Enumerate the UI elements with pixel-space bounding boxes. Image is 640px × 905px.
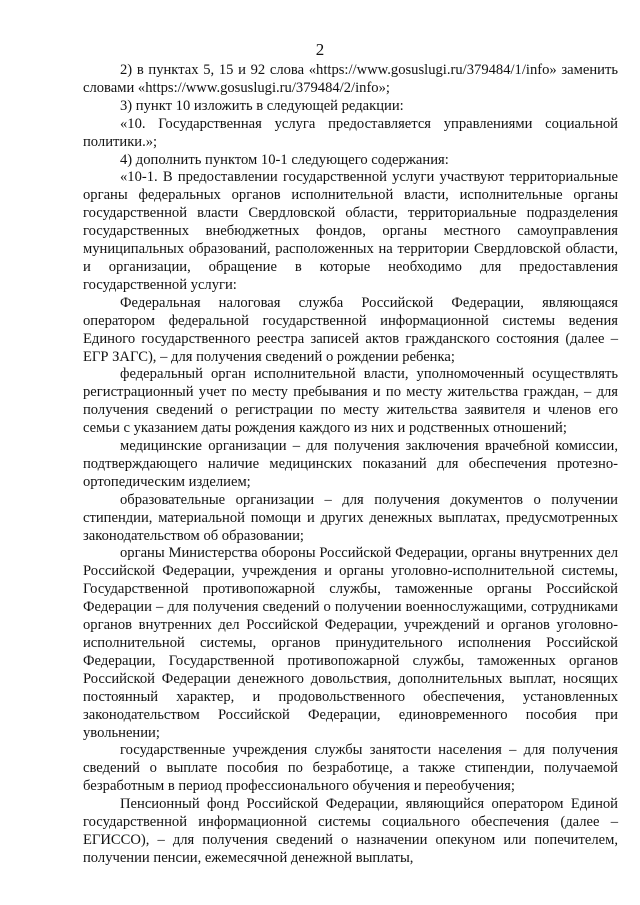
paragraph-pension-fund: Пенсионный фонд Российской Федерации, являющийся оператором Единой государственной информационной системы социального обеспечения (далее – ЕГИССО), – для получения сведений о назначении опекуном или попечителем, получении пенсии, ежемесячной денежной выплаты, (83, 796, 618, 866)
paragraph-medical-organizations: медицинские организации – для получения заключения врачебной комиссии, подтверждающего наличие медицинских показаний для обеспечения протезно-ортопедическим изделием; (83, 438, 618, 490)
page-number: 2 (315, 40, 325, 59)
paragraph-educational-organizations: образовательные организации – для получения документов о получении стипендии, материальной помощи и других денежных выплатах, предусмотренных законодательством об образовании; (83, 491, 618, 544)
paragraph-employment-service: государственные учреждения службы занятости населения – для получения сведений о выплате пособия по безработице, а также стипендии, получаемой безработным в период профессионального обучения и переобучения; (83, 742, 618, 795)
paragraph-item-2: 2) в пунктах 5, 15 и 92 слова «https://www.gosuslugi.ru/379484/1/info» заменить словами «https://www.gosuslugi.ru/379484/2/info»; (83, 62, 618, 96)
paragraph-item-3: 3) пункт 10 изложить в следующей редакции: (120, 97, 404, 114)
paragraph-new-item-10-1: «10-1. В предоставлении государственной услуги участвуют территориальные органы федеральных органов исполнительной власти, исполнительные органы государственной власти Свердловской области, территориальные подразделения государственных внебюджетных фондов, органы местного самоуправления муниципальных образований, расположенных на территории Свердловской области, и организации, обращение в которые необходимо для предоставления государственной услуги: (83, 169, 618, 293)
paragraph-item-4: 4) дополнить пунктом 10-1 следующего содержания: (120, 151, 449, 168)
paragraph-defense-and-security-bodies: органы Министерства обороны Российской Федерации, органы внутренних дел Российской Федерации, учреждения и органы уголовно-исполнительной системы, Государственной противопожарной службы, таможенные органы Российской Федерации – для получения сведений о получении военнослужащими, сотрудниками органов внутренних дел Российской Федерации, учреждений и органов уголовно-исполнительной системы, органов принудительного исполнения Российской Федерации, Государственной противопожарной службы, таможенных органов Российской Федерации денежного довольствия, дополнительных выплат, носящих постоянный характер, и продовольственного обеспечения, установленных законодательством Российской Федерации, единовременного пособия при увольнении; (83, 545, 618, 741)
paragraph-registration-authority: федеральный орган исполнительной власти, уполномоченный осуществлять регистрационный учет по месту пребывания и по месту жительства граждан, – для получения сведений о регистрации по месту жительства заявителя и членов его семьи с указанием даты рождения каждого из них и родственных отношений; (83, 366, 618, 437)
paragraph-tax-service: Федеральная налоговая служба Российской Федерации, являющаяся оператором федеральной государственной информационной системы ведения Единого государственного реестра записей актов гражданского состояния (далее – ЕГР ЗАГС), – для получения сведений о рождении ребенка; (83, 294, 618, 365)
paragraph-new-item-10: «10. Государственная услуга предоставляется управлениями социальной политики.»; (83, 115, 618, 150)
document-body (83, 62, 618, 868)
